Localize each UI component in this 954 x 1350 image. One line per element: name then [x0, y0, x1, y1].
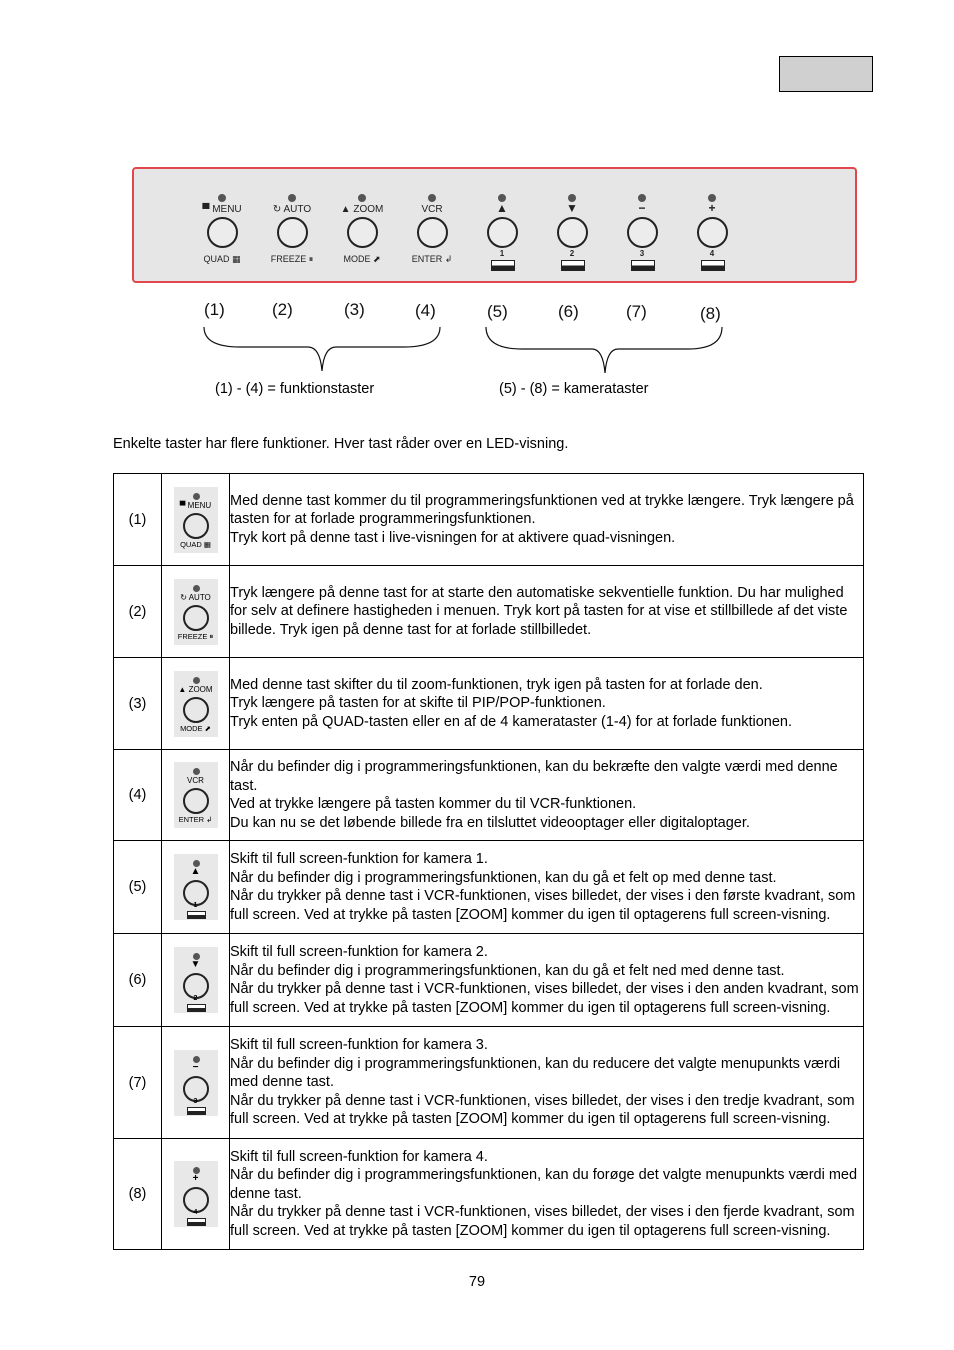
description-cell	[230, 841, 864, 934]
row-number: (2)	[114, 566, 162, 658]
description-line: Når du trykker på denne tast i VCR-funktionen, vises billedet, der vises i den tredje kvadrant, som full screen. Ved at trykke på tasten [ZOOM] kommer du igen til optagerens full screen-visning.	[230, 1092, 855, 1128]
function-keys-brace	[200, 325, 445, 375]
table-row	[114, 750, 864, 841]
table-row	[114, 474, 864, 566]
vcr-key-icon	[174, 762, 218, 828]
callout-label: (2)	[272, 300, 293, 319]
panel-button-auto-freeze	[257, 169, 327, 281]
button-circle	[277, 217, 308, 248]
description-line: Tryk enten på QUAD-tasten eller en af de 4 kamerataster (1-4) for at forlade funktionen.	[230, 713, 793, 730]
plus-icon: +	[708, 201, 716, 215]
key-icon-cell	[162, 841, 230, 934]
button-circle	[183, 513, 209, 539]
button-circle	[347, 217, 378, 248]
down-arrow-icon: ▼	[566, 201, 578, 215]
quad-screen-icon	[701, 260, 725, 271]
key-icon-cell	[162, 750, 230, 841]
led-indicator	[193, 768, 200, 775]
description-cell	[230, 1139, 864, 1250]
button-circle	[557, 217, 588, 248]
description-line: Når du befinder dig i programmeringsfunktionen, kan du forøge det valgte menupunkts værdi med denne tast.	[230, 1167, 858, 1202]
up-arrow-icon: ▲	[190, 866, 201, 877]
button-circle	[627, 217, 658, 248]
key-top-label: VCR	[187, 776, 204, 785]
panel-button-top-label: ↻ AUTO	[272, 204, 312, 215]
row-number: (7)	[114, 1027, 162, 1139]
key-icon-cell	[162, 566, 230, 658]
camera-2-key-icon	[174, 947, 218, 1013]
callout-label: (7)	[626, 302, 647, 321]
panel-button-zoom-mode	[327, 169, 397, 281]
panel-button-top-label: ▲ ZOOM	[340, 204, 384, 215]
camera-number: 3	[639, 249, 645, 258]
button-circle	[183, 605, 209, 631]
camera-number: 3	[193, 1097, 198, 1105]
description-line: Når du befinder dig i programmeringsfunktionen, kan du bekræfte den valgte værdi med denne tast.	[230, 759, 838, 794]
description-cell	[230, 934, 864, 1027]
camera-number: 4	[709, 249, 715, 258]
camera-number: 1	[193, 902, 198, 909]
quad-screen-icon	[187, 1218, 206, 1226]
panel-button-camera-3	[607, 169, 677, 281]
key-bottom-label: QUAD ▦	[180, 539, 211, 549]
zoom-key-icon	[174, 671, 218, 737]
description-line: Når du befinder dig i programmeringsfunktionen, kan du reducere det valgte menupunkts værdi med denne tast.	[230, 1055, 841, 1091]
callout-label: (6)	[558, 302, 579, 321]
description-line: Ved at trykke længere på tasten kommer du til VCR-funktionen.	[230, 796, 637, 812]
quad-screen-icon	[491, 260, 515, 271]
led-indicator	[288, 194, 296, 202]
camera-number: 1	[499, 249, 505, 258]
description-line: Du kan nu se det løbende billede fra en tilsluttet videooptager eller digitaloptager.	[230, 814, 750, 831]
camera-1-key-icon	[174, 854, 218, 920]
description-line: Når du befinder dig i programmeringsfunktionen, kan du gå et felt ned med denne tast.	[230, 962, 785, 979]
button-circle	[207, 217, 238, 248]
table-row	[114, 658, 864, 750]
description-cell	[230, 658, 864, 750]
key-top-label: ▲ ZOOM	[178, 684, 213, 694]
description-line: Når du befinder dig i programmeringsfunktionen, kan du gå et felt op med denne tast.	[230, 869, 777, 886]
panel-button-bottom-label: MODE ⬈	[343, 254, 381, 264]
description-line: Skift til full screen-funktion for kamera 3.	[230, 1037, 488, 1054]
camera-4-key-icon	[174, 1161, 218, 1227]
row-number: (3)	[114, 658, 162, 750]
key-icon-cell	[162, 474, 230, 566]
panel-button-vcr-enter	[397, 169, 467, 281]
language-tab	[779, 56, 873, 92]
table-row	[114, 934, 864, 1027]
up-arrow-icon: ▲	[496, 201, 508, 215]
quad-screen-icon	[631, 260, 655, 271]
camera-keys-brace	[482, 325, 727, 375]
description-line: Tryk kort på denne tast i live-visningen for at aktivere quad-visningen.	[230, 529, 676, 546]
description-line: Når du trykker på denne tast i VCR-funktionen, vises billedet, der vises i den første kvadrant, som full screen. Ved at trykke på tasten [ZOOM] kommer du igen til optagerens full screen-visning.	[230, 888, 856, 923]
panel-button-camera-4	[677, 169, 747, 281]
table-row	[114, 1027, 864, 1139]
key-top-label: ▀ MENU	[179, 500, 212, 510]
description-line: Med denne tast kommer du til programmeringsfunktionen ved at trykke længere. Tryk længere på tasten for at forlade programmeringsfunktionen.	[230, 492, 854, 528]
key-description-table	[113, 473, 864, 1250]
key-bottom-label: ENTER ↲	[178, 815, 213, 824]
panel-button-bottom-label: ENTER ↲	[411, 254, 453, 264]
callout-label: (4)	[415, 301, 436, 320]
key-bottom-label: MODE ⬈	[180, 723, 211, 733]
table-row	[114, 841, 864, 934]
led-indicator	[193, 493, 200, 500]
panel-button-bottom-label: QUAD ▦	[203, 254, 241, 264]
description-line: Skift til full screen-funktion for kamera 1.	[230, 851, 488, 867]
row-number: (4)	[114, 750, 162, 841]
description-cell	[230, 750, 864, 841]
function-keys-caption: (1) - (4) = funktionstaster	[215, 381, 375, 397]
led-indicator	[428, 194, 436, 202]
row-number: (8)	[114, 1139, 162, 1250]
panel-button-camera-2	[537, 169, 607, 281]
camera-number: 2	[193, 995, 198, 1002]
description-line: Skift til full screen-funktion for kamera 2.	[230, 944, 488, 960]
table-row	[114, 1139, 864, 1250]
callout-label: (5)	[487, 302, 508, 321]
key-icon-cell	[162, 1139, 230, 1250]
callout-label: (8)	[700, 304, 721, 323]
description-line: Med denne tast skifter du til zoom-funktionen, tryk igen på tasten for at forlade den.	[230, 676, 763, 693]
description-line: Når du trykker på denne tast i VCR-funktionen, vises billedet, der vises i den anden kvadrant, som full screen. Ved at trykke på tasten [ZOOM] kommer du igen til optagerens full screen-visning.	[230, 981, 859, 1016]
quad-screen-icon	[187, 1107, 206, 1115]
description-cell	[230, 1027, 864, 1139]
minus-icon: −	[638, 201, 646, 215]
page-number: 79	[468, 1274, 486, 1290]
intro-text: Enkelte taster har flere funktioner. Hver tast råder over en LED-visning.	[113, 436, 569, 452]
panel-button-bottom-label: FREEZE ⏸	[270, 254, 314, 264]
minus-icon: −	[192, 1061, 199, 1073]
button-circle	[417, 217, 448, 248]
description-cell	[230, 474, 864, 566]
key-bottom-label: FREEZE ⏸	[177, 631, 214, 641]
table-row	[114, 566, 864, 658]
description-line: Skift til full screen-funktion for kamera 4.	[230, 1148, 488, 1165]
quad-screen-icon	[187, 1004, 206, 1012]
button-circle	[183, 788, 209, 814]
key-icon-cell	[162, 658, 230, 750]
key-icon-cell	[162, 934, 230, 1027]
row-number: (5)	[114, 841, 162, 934]
row-number: (6)	[114, 934, 162, 1027]
led-indicator	[358, 194, 366, 202]
panel-button-camera-1	[467, 169, 537, 281]
quad-screen-icon	[187, 911, 206, 919]
camera-number: 2	[569, 249, 575, 258]
callout-label: (1)	[204, 300, 225, 319]
description-line: Tryk længere på tasten for at skifte til PIP/POP-funktionen.	[230, 695, 606, 712]
description-line: Når du trykker på denne tast i VCR-funktionen, vises billedet, der vises i den fjerde kvadrant, som full screen. Ved at trykke på tasten [ZOOM] kommer du igen til optagerens full screen-visning.	[230, 1204, 855, 1239]
menu-key-icon	[174, 487, 218, 553]
front-panel-illustration	[132, 167, 857, 283]
description-line: Tryk længere på denne tast for at starte den automatiske sekventielle funktion. Du har mulighed for selv at definere hastigheden i menuen. Tryk kort på tasten for at vise et stillbillede af det viste billede. Tryk igen på denne tast for at forlade stillbilledet.	[230, 584, 848, 638]
button-circle	[697, 217, 728, 248]
led-indicator	[193, 677, 200, 684]
auto-key-icon	[174, 579, 218, 645]
panel-button-menu-quad	[187, 169, 257, 281]
quad-screen-icon	[561, 260, 585, 271]
callout-label: (3)	[344, 300, 365, 319]
description-cell	[230, 566, 864, 658]
camera-keys-caption: (5) - (8) = kamerataster	[499, 381, 649, 397]
led-indicator	[218, 194, 226, 202]
camera-3-key-icon	[174, 1050, 218, 1116]
plus-icon: +	[192, 1173, 199, 1184]
key-icon-cell	[162, 1027, 230, 1139]
down-arrow-icon: ▼	[190, 959, 201, 970]
row-number: (1)	[114, 474, 162, 566]
key-top-label: ↻ AUTO	[180, 592, 211, 602]
led-indicator	[193, 585, 200, 592]
panel-button-top-label: ▀ MENU	[202, 204, 242, 215]
button-circle	[183, 697, 209, 723]
panel-button-top-label: VCR	[421, 204, 443, 215]
button-circle	[487, 217, 518, 248]
camera-number: 4	[193, 1209, 198, 1216]
